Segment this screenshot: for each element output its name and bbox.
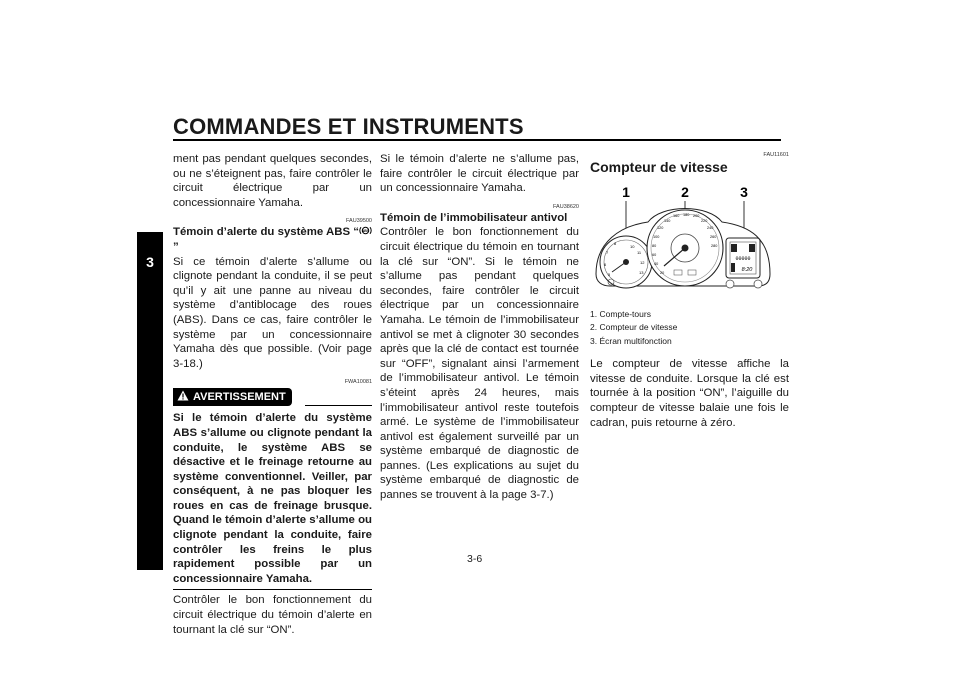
tach-label: 11	[637, 250, 642, 255]
column-2	[380, 152, 579, 503]
speed-label: 220	[701, 219, 708, 223]
chapter-tab	[137, 232, 163, 570]
page-title: COMMANDES ET INSTRUMENTS	[173, 114, 524, 139]
speed-label: 120	[657, 226, 664, 230]
tach-label: 7	[606, 250, 609, 255]
speed-label: 60	[652, 253, 657, 257]
warning-body: Si le témoin d’alerte du système ABS s’allume ou clignote pendant la conduite, le système ABS se désactive et le freinage retourne au système conventionnel. Veiller, par conséquent, à ne pas bloquer les roues en cas de freinage brusque. Quand le témoin d’alerte s’allume ou clignote pendant la conduite, faire contrôler les freins le plus rapidement possible par un concessionnaire Yamaha.	[173, 412, 372, 585]
tachometer	[600, 236, 652, 288]
speed-label: 280	[711, 244, 718, 248]
instrument-cluster-figure	[590, 182, 789, 300]
reference-code: FAU38620	[553, 203, 579, 210]
tach-label: 8	[614, 241, 617, 246]
svg-text:ABS: ABS	[361, 229, 370, 234]
header-rule	[173, 139, 781, 141]
speed-label: 180	[683, 213, 690, 217]
speedometer	[647, 210, 723, 286]
speed-label: 100	[653, 235, 660, 239]
warning-code: FWA10081	[344, 379, 372, 386]
callout-1: 1	[622, 184, 630, 200]
speed-label: 260	[710, 235, 717, 239]
reference-code: FAU11601	[763, 152, 789, 158]
multifunction-display	[726, 238, 760, 278]
callout-3: 3	[740, 184, 748, 200]
speed-label: 140	[664, 219, 671, 223]
chapter-number: 3	[146, 254, 154, 270]
tach-label: 5	[608, 272, 611, 277]
callout-2: 2	[681, 184, 689, 200]
page-number: 3-6	[467, 553, 483, 565]
speed-label: 80	[652, 244, 657, 248]
paragraph-intro: ment pas pendant quelques secondes, ou ne s’éteignent pas, faire contrôler le circuit électrique par un concessionnaire Yamaha.	[173, 153, 372, 209]
abs-heading-text: Témoin d’alerte du système ABS “	[173, 226, 359, 239]
warning-banner	[173, 388, 372, 406]
tach-label: 6	[604, 262, 607, 267]
figure-captions	[590, 308, 789, 348]
speedometer-body: Le compteur de vitesse affiche la vitesse de conduite. Lorsque la clé est tournée à la position “ON”, l’aiguille du compteur de vitesse balaie une fois le cadran, puis retourne à zéro.	[590, 358, 789, 429]
warning-label-text: AVERTISSEMENT	[193, 391, 286, 404]
speed-label: 40	[654, 262, 659, 266]
speed-label: 160	[673, 214, 680, 218]
tach-label: 10	[630, 244, 635, 249]
caption-speedometer: 2. Compteur de vitesse	[590, 322, 678, 333]
abs-warning-heading	[173, 225, 372, 254]
paragraph-after-warning: Contrôler le bon fonctionnement du circuit électrique du témoin d’alerte en tournant la clé sur “ON”.	[173, 594, 372, 636]
paragraph-intro: Si le témoin d’alerte ne s’allume pas, faire contrôler le circuit électrique par un concessionnaire Yamaha.	[380, 153, 579, 195]
caption-multifunction-display: 3. Écran multifonction	[590, 335, 672, 346]
column-3	[590, 152, 789, 430]
speed-label: 240	[707, 226, 714, 230]
warning-end-rule	[173, 589, 372, 590]
abs-warning-icon	[359, 226, 372, 238]
immobilizer-heading: Témoin de l’immobilisateur antivol	[380, 211, 568, 224]
clock-value: 8:20	[741, 267, 753, 273]
speed-label: 20	[660, 271, 665, 275]
immobilizer-body: Contrôler le bon fonctionnement du circuit électrique du témoin en tournant la clé sur “ON”. Si le témoin ne s’allume pas pendant quelques secondes, faire contrôler le circuit électrique par un concessionnaire Yamaha. Le témoin de l’immobilisateur antivol se met à clignoter 30 secondes après que la clé de contact est tournée sur “OFF”, signalant ainsi l’armement de l’immobilisateur antivol. Le témoin s’éteint après 24 heures, mais l’immobilisateur antivol reste toutefois armé. Le système de l’immobilisateur antivol est également surveillé par un système embarqué de diagnostic de pannes. (Les explications au sujet du système embarqué de diagnostic de pannes se trouvent à la page 3-7.)	[380, 226, 579, 502]
abs-heading-close: ”	[173, 240, 179, 253]
speed-label: 200	[693, 214, 700, 218]
warning-rule	[305, 405, 372, 406]
reference-code: FAU39500	[346, 218, 372, 225]
odometer-value: 00000	[735, 256, 751, 262]
warning-label	[173, 388, 292, 406]
warning-triangle-icon	[177, 391, 193, 403]
caption-tachometer: 1. Compte-tours	[590, 309, 651, 319]
tach-label: 13	[639, 270, 644, 275]
abs-body: Si ce témoin d’alerte s’allume ou clignote pendant la conduite, il se peut qu’il y ait une panne au niveau du système d’antiblocage des roues (ABS). Dans ce cas, faire contrôler le système par un concessionnaire Yamaha dès que possible. (Voir page 3-18.)	[173, 255, 372, 370]
speedometer-heading: Compteur de vitesse	[590, 159, 728, 175]
tach-label: 12	[640, 260, 645, 265]
column-1	[173, 152, 372, 637]
